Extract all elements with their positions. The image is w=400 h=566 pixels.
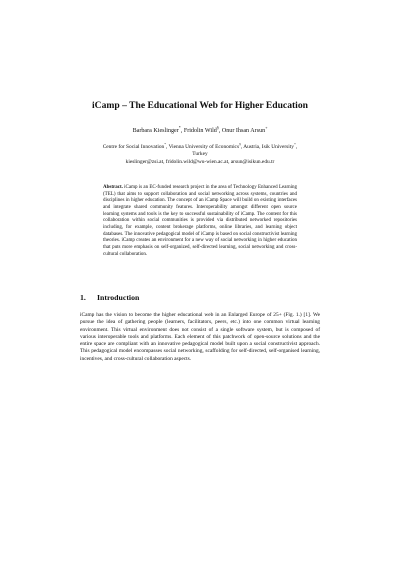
- affiliation-country: Turkey: [192, 151, 208, 158]
- author-list: [60, 124, 340, 135]
- affiliation-text: ,: [295, 144, 298, 150]
- affiliation-block: [78, 144, 322, 166]
- paper-title: iCamp – The Educational Web for Higher Education: [92, 100, 308, 111]
- section-number: 1.: [80, 293, 86, 302]
- author-separator: ,: [180, 128, 184, 134]
- affiliation-line: [78, 144, 322, 151]
- author-name: Fridolin Wild: [183, 128, 217, 134]
- affiliation-text: Centre for Social Innovation: [102, 144, 165, 150]
- author-affiliation-mark: *: [178, 124, 181, 130]
- author-name: Onur Ihsan Arsun: [221, 128, 266, 134]
- affiliation-mark: *: [164, 142, 166, 147]
- author-affiliation-mark: +: [265, 124, 268, 130]
- section-heading: [80, 293, 320, 303]
- author-affiliation-mark: §: [216, 124, 219, 130]
- abstract-text: iCamp is an EC-funded research project in the area of Technology Enhanced Learning (TEL) that aims to support collaboration and social networking across systems, countries and disciplines in higher education. The concept of an iCamp Space will build on existing interfaces and integrate shared community features. Interoperability amongst different open source learning systems and tools is the key to successful sustainability of iCamp. The content for this collaboration within social communities is provided via distributed networked repositories including, for example, content brokerage platforms, online libraries, and learning object databases. The innovative pedagogical model of iCamp is based on social constructivist learning theories. iCamp creates an environment for a new way of social networking in higher education that puts more emphasis on self-organized, self-directed learning, social networking and cross-cultural collaboration.: [103, 185, 298, 257]
- author-separator: ,: [218, 128, 222, 134]
- introduction-paragraph: iCamp has the vision to become the higher educational web in an Enlarged Europe of 25+ (Fig. 1.) [1]. We pursue the idea of gathering people (learners, facilitators, peers, etc.) into one common virtual learning environment. This virtual environment does not consist of a single software system, but is composed of various interoperable tools and platforms. Each element of this patchwork of open-source solutions and the entire space are compliant with an innovative pedagogical model built upon a social constructivist approach. This pedagogical model encompasses social networking, scaffolding for self-directed, self-organised learning, incentives, and cross-cultural collaboration aspects.: [80, 312, 320, 362]
- abstract-label: Abstract.: [103, 185, 123, 190]
- author-name: Barbara Kieslinger: [132, 128, 179, 134]
- affiliation-text: , Austria, Isik University: [240, 144, 294, 150]
- author-emails: kieslinger@zsi.at, fridolin.wild@wu-wien.ac.at, arsun@isikun.edu.tr: [125, 158, 275, 165]
- section-title: Introduction: [97, 293, 140, 302]
- affiliation-mark: §: [239, 142, 241, 147]
- affiliation-text: , Vienna University of Economics: [165, 144, 240, 150]
- abstract: [103, 185, 297, 258]
- affiliation-mark: +: [293, 142, 296, 147]
